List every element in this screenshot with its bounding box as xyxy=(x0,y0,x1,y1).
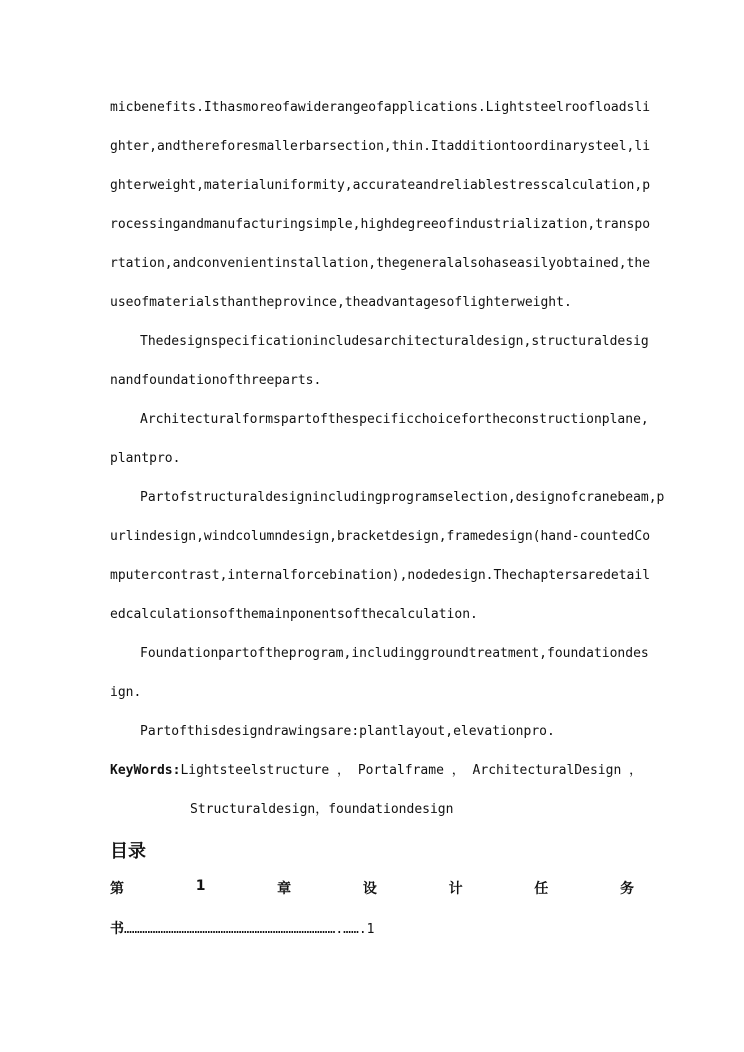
abstract-line: plantpro. xyxy=(110,451,181,466)
abstract-line: rocessingandmanufacturingsimple,highdegreeofindustrialization,transpo xyxy=(110,217,651,232)
abstract-line: urlindesign,windcolumndesign,bracketdesign,framedesign(hand-countedCo xyxy=(110,529,651,544)
toc-entry-chapter-1-continuation[interactable] xyxy=(110,918,374,938)
abstract-line: useofmaterialsthantheprovince,theadvantagesoflighterweight. xyxy=(110,295,572,310)
paragraph-first-line: Architecturalformspartofthespecificchoicefortheconstructionplane, xyxy=(140,412,649,427)
keywords-line xyxy=(110,762,642,780)
toc-title: 目录 xyxy=(110,841,146,862)
abstract-line: nandfoundationofthreeparts. xyxy=(110,373,322,388)
paragraph-first-line: Partofstructuraldesignincludingprogramselection,designofcranebeam,p xyxy=(140,490,665,505)
abstract-line: micbenefits.Ithasmoreofawiderangeofapplications.Lightsteelroofloadsli xyxy=(110,100,651,115)
toc-entry-chapter-1[interactable] xyxy=(110,878,634,898)
paragraph-first-line: Partofthisdesigndrawingsare:plantlayout,elevationpro. xyxy=(140,724,555,739)
keywords-label: KeyWords: xyxy=(110,763,181,778)
abstract-line: rtation,andconvenientinstallation,thegeneralalsohaseasilyobtained,the xyxy=(110,256,651,271)
abstract-line: mputercontrast,internalforcebination),nodedesign.Thechaptersaredetail xyxy=(110,568,651,583)
toc-leader-dots: ……………………………………………………………………….…… xyxy=(124,922,359,937)
toc-page-number: .1 xyxy=(358,922,375,937)
keywords-continuation: Structuraldesign，foundationdesign xyxy=(190,802,454,817)
toc-char: 第 xyxy=(110,881,124,897)
toc-char: 务 xyxy=(619,881,634,897)
abstract-line: ghter,andthereforesmallerbarsection,thin.Itadditiontoordinarysteel,li xyxy=(110,139,651,154)
abstract-line: ghterweight,materialuniformity,accurateandreliablestresscalculation,p xyxy=(110,178,651,193)
abstract-line: ign. xyxy=(110,685,142,700)
paragraph-first-line: Thedesignspecificationincludesarchitecturaldesign,structuraldesig xyxy=(140,334,649,349)
toc-char: 1 xyxy=(195,878,206,894)
toc-char: 书 xyxy=(110,921,124,937)
keywords-text: Lightsteelstructure ， Portalframe ， ArchitecturalDesign ， xyxy=(180,763,643,778)
toc-char: 任 xyxy=(534,881,549,897)
toc-char: 章 xyxy=(277,881,292,897)
abstract-line: edcalculationsofthemainponentsofthecalculation. xyxy=(110,607,478,622)
paragraph-first-line: Foundationpartoftheprogram,includinggroundtreatment,foundationdes xyxy=(140,646,649,661)
toc-char: 设 xyxy=(362,881,377,897)
toc-char: 计 xyxy=(448,881,463,897)
